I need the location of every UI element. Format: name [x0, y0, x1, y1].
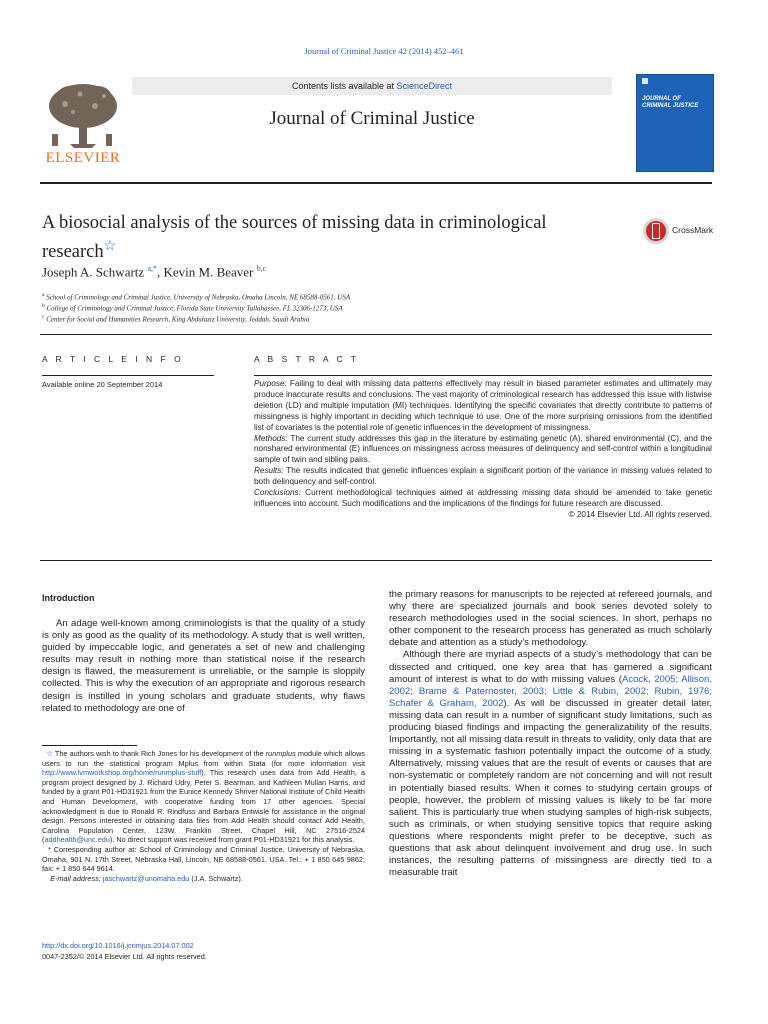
author-affiliation-marks[interactable]: a,*	[147, 264, 157, 273]
paragraph-text: ). As will be discussed in greater detail later, missing data can result in a number of significant study limitations, such as producing biased findings and impacting the generalizability of the results. Importantly, not all missing data result in threats to validity, only data that are missing in a systematic fashion potentially impact the outcome of a study. Alternatively, missing values that are the result of events or causes that are non-systematic or completely random are not concerning and will not result in potentially biased results. When it comes to studying certain groups of people, however, the problem of missing values is likely to be far more salient. This is particularly true when studying samples of high-risk subjects, such as criminals, or when studying sensitive topics that require asking questions where respondents might prefer to be deceptive, such as questions that ask about delinquent involvement and drug use. In such instances, the resulting patterns of missingness are directly tied to a measurable trait	[389, 697, 712, 879]
methods-label: Methods:	[254, 433, 288, 443]
citation-links[interactable]: Acock, 2005; Allison, 2002; Brame & Paternoster, 2003; Little & Rubin, 2002; Rubin, 1976; Schafer & Graham, 2002	[389, 673, 712, 709]
doi-link[interactable]: http://dx.doi.org/10.1016/j.jcrimjus.2014.07.002	[42, 941, 194, 950]
lvmworkshop-link[interactable]: http://www.lvmworkshop.org/home/runmplus-stuff	[42, 768, 202, 778]
article-info-heading: A R T I C L E I N F O	[42, 354, 184, 364]
abstract-conclusions	[254, 488, 712, 510]
abstract-bottom-divider	[40, 560, 712, 561]
footnote-asterisk: *	[47, 844, 51, 854]
right-column-text	[389, 589, 712, 879]
available-online-date: Available online 20 September 2014	[42, 380, 163, 389]
author-separator: ,	[157, 264, 164, 280]
cover-title: JOURNAL OF CRIMINAL JUSTICE	[642, 96, 699, 109]
paragraph-text: Although there are myriad aspects of a study’s methodology that can be dissected and critiqued, one key area that has garnered a significant amount of interest is what to do with missing values (	[389, 649, 712, 685]
footnote-text: The authors wish to thank Rich Jones for his development of the	[52, 749, 266, 758]
journal-cover-image[interactable]	[636, 74, 714, 172]
affiliation-mark: a	[42, 292, 45, 298]
article-title-text: A biosocial analysis of the sources of missing data in criminological research	[42, 213, 547, 263]
body-paragraph: the primary reasons for manuscripts to be rejected at refereed journals, and why there are specialized journals and book series devoted solely to research methodologies used in the social sciences. In short, perhaps no other component to the research process has generated as much scholarly debate and attention as a study’s methodology.	[389, 589, 712, 649]
abstract-heading: A B S T R A C T	[254, 354, 360, 364]
affiliation-mark: c	[42, 314, 45, 320]
author-name: Joseph A. Schwartz	[42, 264, 145, 280]
header-divider	[40, 182, 712, 184]
footnote-star-icon: ☆	[46, 749, 53, 758]
cover-publisher-mark	[642, 78, 648, 84]
affiliation-text: College of Criminology and Criminal Justice, Florida State University Tallahassee, FL 32306-1273, USA	[46, 304, 343, 313]
footnote-text: module which allows users to run the statistical program Mplus from within Stata (for more information visit	[42, 749, 365, 768]
abstract-purpose	[254, 379, 712, 434]
purpose-text: Failing to deal with missing data patterns effectively may result in biased parameter estimates and ultimately may produce inaccurate results and conclusions. The vast majority of criminological research has addressed this issue with listwise deletion (LD) and multiple imputation (MI) techniques. Identifying the specific covariates that directly contribute to patterns of missingness is highly important in deciding which technique to use. One of the more surprising omissions from the identified list of covariates is the potential role of genetic influences in the development of missingness.	[254, 379, 712, 432]
affiliation-mark: b	[42, 303, 45, 309]
journal-reference-link[interactable]: Journal of Criminal Justice 42 (2014) 452–461	[304, 46, 464, 56]
sciencedirect-link[interactable]: ScienceDirect	[396, 81, 453, 91]
affiliation-a	[42, 292, 350, 301]
results-label: Results:	[254, 466, 284, 476]
author-list	[42, 264, 266, 280]
affiliation-c	[42, 314, 309, 323]
issn-copyright: 0047-2352/© 2014 Elsevier Ltd. All rights reserved.	[42, 952, 207, 961]
abstract-results	[254, 466, 712, 488]
footnote-corresponding	[42, 845, 365, 874]
addhealth-email-link[interactable]: addhealth@unc.edu	[44, 835, 110, 845]
article-title	[42, 212, 602, 264]
footnote-divider	[42, 745, 137, 746]
contents-prefix: Contents lists available at	[291, 81, 397, 91]
abstract-body	[254, 379, 712, 521]
footnote-acknowledgment	[42, 749, 365, 845]
affiliation-b	[42, 303, 343, 312]
footnote-text: Corresponding author at: School of Criminology and Criminal Justice, University of Nebraska, Omaha, 901 N. 17th Street, Nebraska Hall, Lincoln, NE 68588-0561, USA. Tel.: + 1 850 645 9862; fax: + 1 850 644 9614.	[42, 844, 365, 874]
affiliation-divider	[40, 334, 712, 335]
affiliation-text: School of Criminology and Criminal Justice, University of Nebraska, Omaha Lincoln, NE 68588-0561, USA	[46, 293, 351, 302]
crossmark-label[interactable]: CrossMark	[672, 225, 714, 235]
abstract-divider	[254, 375, 712, 376]
article-info-divider	[42, 375, 214, 376]
author-name: Kevin M. Beaver	[163, 264, 254, 280]
body-paragraph	[389, 649, 712, 879]
results-text: The results indicated that genetic influences explain a significant portion of the variance in missing values related to both delinquency and self-control.	[254, 466, 712, 487]
footnotes	[42, 749, 365, 883]
email-label: E-mail address:	[50, 873, 101, 883]
journal-title: Journal of Criminal Justice	[269, 108, 475, 129]
methods-text: The current study addresses this gap in the literature by estimating genetic (A), shared environmental (C), and the nonshared environmental (E) influences on missingness across measures of delinquency and self-control within a longitudinal sample of twin and sibling pairs.	[254, 433, 712, 465]
author-email-link[interactable]: jaschwartz@unomaha.edu	[102, 873, 190, 883]
footnote-text: ). This research uses data from Add Health, a program project designed by J. Richard Udry, Peter S. Bearman, and Kathleen Mullan Harris, and funded by a grant P01-HD31921 from the Eunice Kennedy Shriver National Institute of Child Health and Human Development, with cooperative funding from 17 other agencies. Special acknowledgment is due to Ronald R. Rindfuss and Barbara Entwisle for assistance in the original design. Persons interested in obtaining data files from Add Health should contact Add Health, Carolina Population Center, 123W. Franklin Street, Chapel Hill, NC 27516-2524 (	[42, 768, 365, 845]
footnote-text: ). No direct support was received from grant P01-HD31921 for this analysis.	[109, 835, 355, 845]
footnote-italic: runmplus	[265, 749, 296, 758]
contents-bar	[132, 77, 612, 95]
abstract-methods	[254, 434, 712, 467]
purpose-label: Purpose:	[254, 379, 287, 388]
conclusions-text: Current methodological techniques aimed at addressing missing data should be amended to take genetic influences into account. Such modifications and the implications of the findings for future research are discussed.	[254, 488, 712, 508]
affiliation-text: Center for Social and Humanities Research, King Abdulaziz University, Jeddah, Saudi Arabia	[46, 315, 310, 324]
author-affiliation-marks[interactable]: b,c	[256, 264, 267, 273]
abstract-copyright: © 2014 Elsevier Ltd. All rights reserved.	[568, 509, 712, 519]
body-paragraph: An adage well-known among criminologists is that the quality of a study is only as good as the quality of its methodology. A study that is well written, guided by impeccable logic, and generates a set of new and challenging results may result in nothing more than statistical noise if the research design is flawed, the measurement is unreliable, or the sample is sloppily collected. This is why the execution of an appropriate and rigorous research design is instilled in young scholars and graduate students, why flaws related to methodology are one of	[42, 618, 365, 714]
elsevier-wordmark: ELSEVIER	[45, 150, 121, 166]
email-suffix: (J.A. Schwartz).	[189, 873, 243, 883]
conclusions-label: Conclusions:	[254, 488, 301, 498]
introduction-heading: Introduction	[42, 593, 95, 603]
footnote-email	[42, 874, 365, 884]
left-column-text	[42, 618, 365, 715]
title-footnote-star-icon[interactable]: ☆	[103, 239, 117, 254]
